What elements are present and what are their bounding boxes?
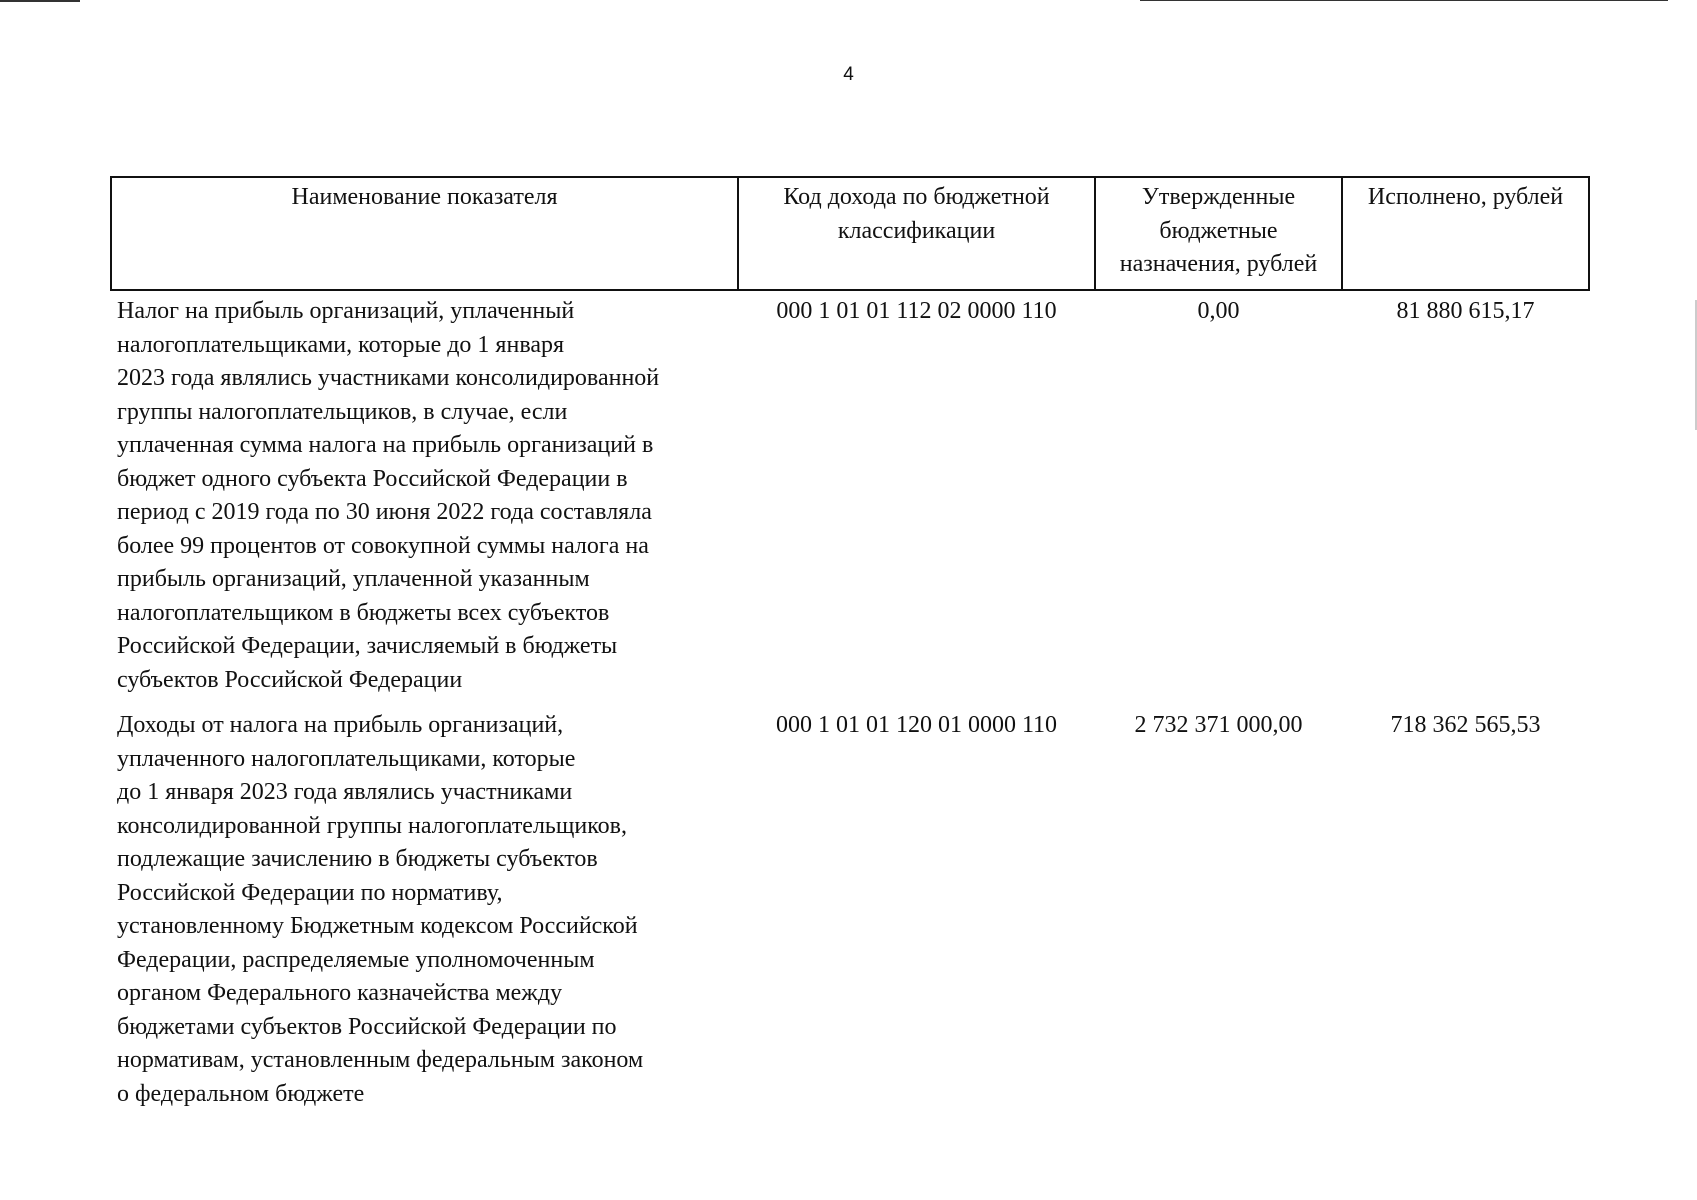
approved-amount-cell: 2 732 371 000,00 <box>1134 712 1303 738</box>
scan-artifact-line-left <box>0 0 80 2</box>
income-code-cell: 000 1 01 01 120 01 0000 110 <box>775 712 1058 738</box>
header-indicator-name: Наименование показателя <box>111 177 738 290</box>
report-table-container <box>110 176 1588 1119</box>
header-approved-amount: Утвержденные бюджетные назначения, рублей <box>1095 177 1342 290</box>
table-body <box>111 290 1589 1119</box>
income-report-table <box>110 176 1590 1119</box>
income-code-cell: 000 1 01 01 112 02 0000 110 <box>776 298 1057 324</box>
table-header <box>111 177 1589 290</box>
header-row <box>111 177 1589 290</box>
scan-artifact-line-right <box>1140 0 1668 1</box>
indicator-name-cell: Доходы от налога на прибыль организаций, уплаченного налогоплательщиками, которые до 1 января 2023 года являлись участниками консолидированной группы налогоплательщиков, подлежащие зачислению в бюджеты субъектов Российской Федерации по нормативу, установленному Бюджетным кодексом Российской Федерации, распределяемые уполномоченным органом Федерального казначейства между бюджетами субъектов Российской Федерации по нормативам, установленным федеральным законом о федеральном бюджете <box>117 712 644 1107</box>
approved-amount-cell: 0,00 <box>1197 298 1240 324</box>
table-row <box>111 705 1589 1119</box>
indicator-name-cell: Налог на прибыль организаций, уплаченный налогоплательщиками, которые до 1 января 2023 года являлись участниками консолидированной группы налогоплательщиков, в случае, если уплаченная сумма налога на прибыль организаций в бюджет одного субъекта Российской Федерации в период с 2019 года по 30 июня 2022 года составляла более 99 процентов от совокупной суммы налога на прибыль организаций, уплаченной указанным налогоплательщиком в бюджеты всех субъектов Российской Федерации, зачисляемый в бюджеты субъектов Российской Федерации <box>117 298 660 693</box>
header-income-code: Код дохода по бюджетной классификации <box>738 177 1095 290</box>
page-number: 4 <box>843 64 854 85</box>
executed-amount-cell: 718 362 565,53 <box>1390 712 1541 738</box>
executed-amount-cell: 81 880 615,17 <box>1396 298 1535 324</box>
header-executed-amount: Исполнено, рублей <box>1342 177 1589 290</box>
table-row <box>111 290 1589 705</box>
